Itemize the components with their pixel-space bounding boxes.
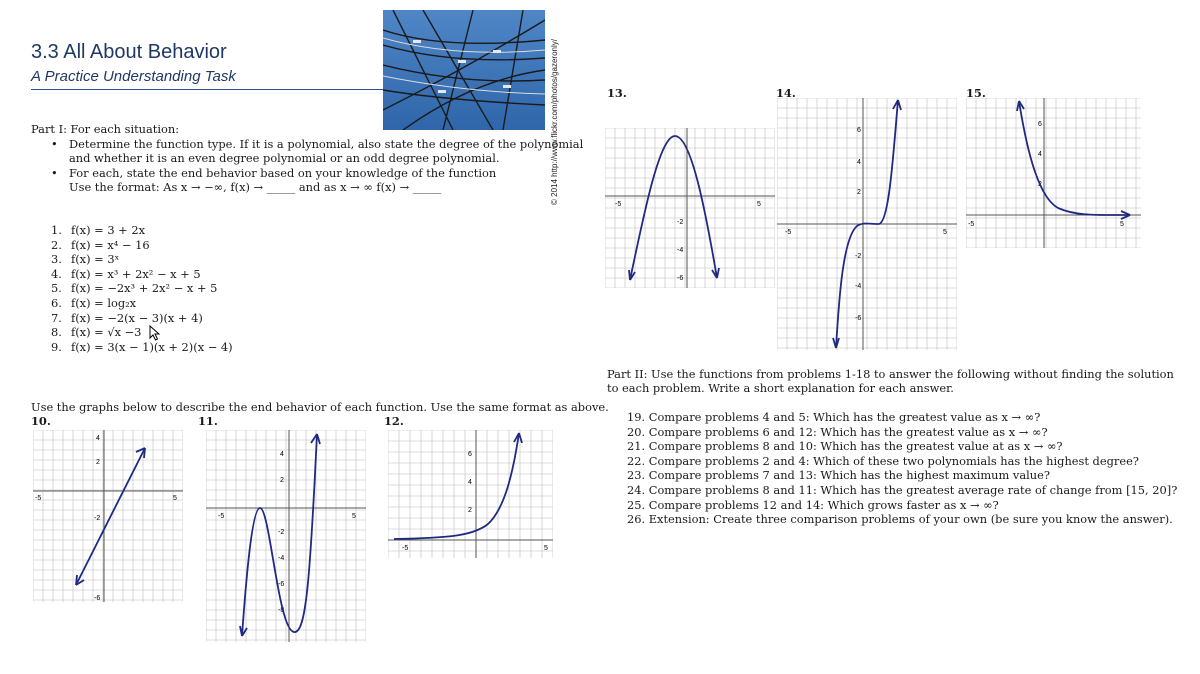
question-item: 24. Compare problems 8 and 11: Which has the greatest average rate of change from [15, 20]? bbox=[627, 482, 1178, 497]
photo-credit: © 2014 http://www.flickr.com/photos/gazeronly/ bbox=[550, 39, 559, 205]
mouse-cursor-icon bbox=[149, 325, 161, 341]
part1-bullet-1-cont: and whether it is an even degree polynomial or an odd degree polynomial. bbox=[69, 151, 500, 165]
function-item: 6. f(x) = log₂x bbox=[51, 295, 137, 310]
tick-label: -6 bbox=[278, 581, 285, 588]
title-divider bbox=[31, 89, 386, 90]
tick-label: 4 bbox=[1038, 151, 1042, 158]
tick-label: -5 bbox=[615, 201, 622, 208]
grid-lines bbox=[206, 430, 366, 642]
tick-label: 6 bbox=[468, 451, 472, 458]
tick-label: -2 bbox=[94, 515, 101, 522]
grid-lines bbox=[966, 98, 1141, 248]
tick-label: -4 bbox=[278, 555, 285, 562]
tick-label: 4 bbox=[468, 479, 472, 486]
tick-label: -5 bbox=[785, 229, 792, 236]
function-list bbox=[51, 223, 233, 354]
part1-bullet-1: • Determine the function type. If it is a polynomial, also state the degree of the polynomial bbox=[51, 137, 584, 151]
tick-label: 4 bbox=[857, 159, 861, 166]
tick-label: -4 bbox=[855, 283, 862, 290]
function-item: 3. f(x) = 3ˣ bbox=[51, 252, 120, 267]
tick-label: -6 bbox=[855, 315, 862, 322]
question-list bbox=[627, 410, 1177, 527]
graph-label-14: 14. bbox=[776, 86, 796, 100]
tick-label: -2 bbox=[677, 219, 684, 226]
grid-lines bbox=[605, 128, 775, 288]
tick-label: -5 bbox=[968, 221, 975, 228]
graph-label-11: 11. bbox=[198, 414, 218, 428]
graph-label-12: 12. bbox=[384, 414, 404, 428]
graph-label-15: 15. bbox=[966, 86, 986, 100]
function-item: 1. f(x) = 3 + 2x bbox=[51, 223, 146, 237]
part1-heading: Part I: For each situation: bbox=[31, 122, 180, 136]
graph-label-13: 13. bbox=[607, 86, 627, 100]
page-title: 3.3 All About Behavior bbox=[31, 41, 227, 63]
tick-label: 2 bbox=[96, 459, 100, 466]
graph-15 bbox=[966, 98, 1141, 248]
graph-10 bbox=[33, 430, 183, 602]
graphs-intro: Use the graphs below to describe the end behavior of each function. Use the same format as above. bbox=[31, 400, 609, 414]
part1-format: Use the format: As x → −∞, f(x) → _____ and as x → ∞ f(x) → _____ bbox=[69, 180, 442, 194]
graph-14 bbox=[777, 98, 957, 350]
graph-13 bbox=[605, 128, 775, 288]
tick-label: 2 bbox=[280, 477, 284, 484]
function-item: 8. f(x) = √x −3 bbox=[51, 325, 142, 340]
tick-label: 5 bbox=[1120, 221, 1124, 228]
tick-label: -4 bbox=[677, 247, 684, 254]
tick-label: 5 bbox=[757, 201, 761, 208]
question-item: 22. Compare problems 2 and 4: Which of these two polynomials has the highest degree? bbox=[627, 453, 1139, 468]
tick-label: -6 bbox=[677, 275, 684, 282]
function-item: 2. f(x) = x⁴ − 16 bbox=[51, 237, 150, 252]
tick-label: 2 bbox=[468, 507, 472, 514]
tick-label: 2 bbox=[1038, 181, 1042, 188]
tick-label: 2 bbox=[857, 189, 861, 196]
question-item: 20. Compare problems 6 and 12: Which has the greatest value as x → ∞? bbox=[627, 424, 1048, 439]
question-item: 23. Compare problems 7 and 13: Which has the highest maximum value? bbox=[627, 468, 1050, 483]
part1-bullet-2: • For each, state the end behavior based on your knowledge of the function bbox=[51, 166, 497, 180]
tick-label: -6 bbox=[94, 595, 101, 602]
question-item: 21. Compare problems 8 and 10: Which has the greatest value at as x → ∞? bbox=[627, 439, 1063, 454]
tick-label: -5 bbox=[35, 495, 42, 502]
tick-label: -2 bbox=[278, 529, 285, 536]
power-lines-photo bbox=[383, 10, 545, 130]
function-item: 7. f(x) = −2(x − 3)(x + 4) bbox=[51, 310, 203, 325]
tick-label: 6 bbox=[857, 127, 861, 134]
tick-label: 5 bbox=[544, 545, 548, 552]
tick-label: -5 bbox=[218, 513, 225, 520]
grid-lines bbox=[33, 430, 183, 602]
tick-label: -2 bbox=[855, 253, 862, 260]
graph-12 bbox=[388, 430, 553, 558]
graph-label-10: 10. bbox=[31, 414, 51, 428]
tick-label: 5 bbox=[173, 495, 177, 502]
question-item: 26. Extension: Create three comparison problems of your own (be sure you know the answer). bbox=[627, 512, 1173, 527]
arrow-head bbox=[311, 434, 320, 444]
function-item: 9. f(x) = 3(x − 1)(x + 2)(x − 4) bbox=[51, 339, 233, 354]
function-item: 5. f(x) = −2x³ + 2x² − x + 5 bbox=[51, 281, 218, 296]
graph-11 bbox=[206, 430, 366, 642]
curve-line bbox=[76, 448, 145, 585]
page-subtitle: A Practice Understanding Task bbox=[31, 68, 236, 85]
question-item: 25. Compare problems 12 and 14: Which grows faster as x → ∞? bbox=[627, 497, 999, 512]
tick-label: -8 bbox=[278, 607, 285, 614]
part2-heading: Part II: Use the functions from problems 1-18 to answer the following without finding the solution bbox=[607, 367, 1174, 381]
function-item: 4. f(x) = x³ + 2x² − x + 5 bbox=[51, 266, 201, 281]
tick-label: 4 bbox=[280, 451, 284, 458]
part2-heading-cont: to each problem. Write a short explanation for each answer. bbox=[607, 381, 954, 395]
tick-label: -5 bbox=[402, 545, 409, 552]
curve-line bbox=[394, 433, 519, 539]
question-item: 19. Compare problems 4 and 5: Which has the greatest value as x → ∞? bbox=[627, 410, 1041, 424]
tick-label: 4 bbox=[96, 435, 100, 442]
tick-label: 6 bbox=[1038, 121, 1042, 128]
tick-label: 5 bbox=[943, 229, 947, 236]
tick-label: 5 bbox=[352, 513, 356, 520]
